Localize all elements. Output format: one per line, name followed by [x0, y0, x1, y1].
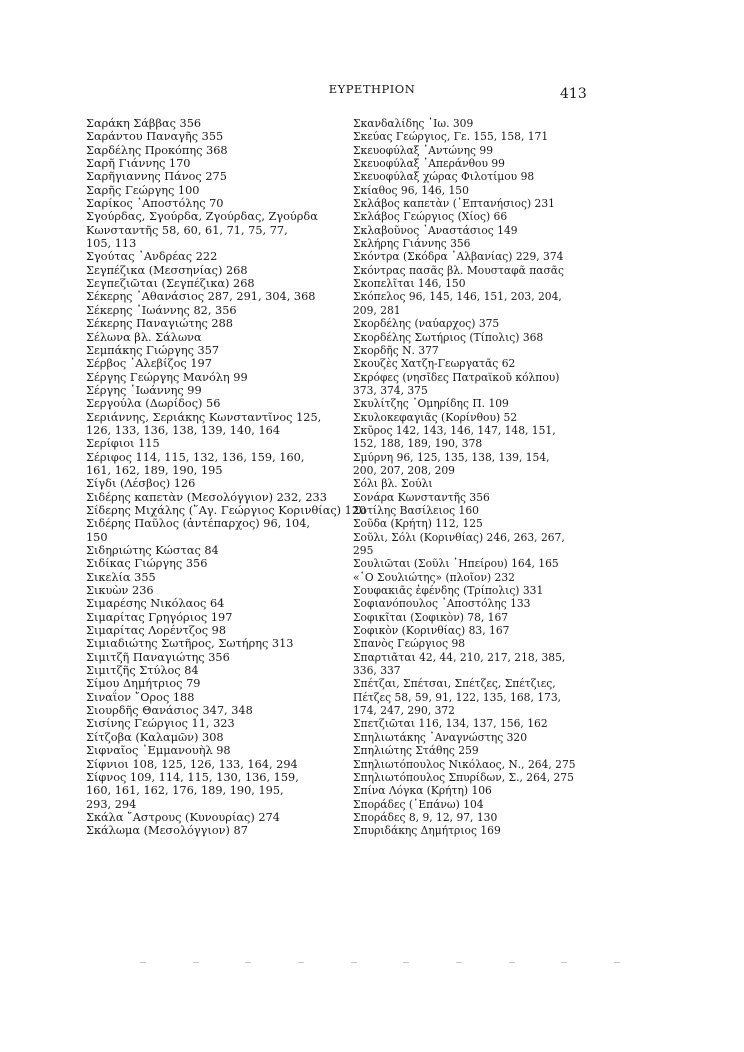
index-entry: Σονάρα Κωνσταντῆς 356 — [353, 490, 490, 504]
index-entry: Σκεύας Γεώργιος, Γε. 155, 158, 171 — [353, 130, 549, 144]
index-entry: Σπηλιωτόπουλος Νικόλαος, Ν., 264, 275 — [353, 757, 576, 771]
index-entry: 336, 337 — [353, 664, 401, 678]
index-entry: Σκάλωμα (Μεσολόγγιον) 87 — [86, 824, 248, 838]
index-entry: Σαράκη Σάββας 356 — [86, 117, 202, 130]
index-entry: Σκοπελῖται 146, 150 — [353, 277, 466, 291]
index-entry: Σοφικῖται (Σοφικὸν) 78, 167 — [353, 610, 509, 624]
index-entry: 200, 207, 208, 209 — [353, 463, 455, 477]
index-entry: 161, 162, 189, 190, 195 — [86, 463, 223, 477]
index-entry: Σιφναῖος ᾿Εμμανουὴλ 98 — [86, 744, 231, 758]
index-entry: Σεγπεζιῶται (Σεγπέζικα) 268 — [86, 277, 255, 291]
index-entry: 150 — [86, 530, 108, 544]
index-entry: Σοφιανόπουλος ᾿Αποστόλης 133 — [353, 597, 531, 611]
index-entry: Σοφικὸν (Κορινθίας) 83, 167 — [353, 624, 510, 638]
index-entry: Σέκερης ᾿Αθανάσιος 287, 291, 304, 368 — [86, 290, 316, 304]
index-entry: Σιδέρης καπετὰν (Μεσολόγγιον) 232, 233 — [86, 490, 327, 504]
index-entry: Σκανδαλίδης ᾿Ιω. 309 — [353, 117, 474, 130]
page-title: ΕΥΡΕΤΗΡΙΟΝ — [328, 82, 416, 96]
index-entry: Σέλωνα βλ. Σάλωνα — [86, 330, 202, 344]
index-entry: Σπετζιῶται 116, 134, 137, 156, 162 — [353, 717, 548, 731]
index-entry: Σπηλιώτης Στάθης 259 — [353, 744, 479, 758]
index-entry: Σαράντου Παναγῆς 355 — [86, 130, 224, 144]
index-entry: Σίγδι (Λέσβος) 126 — [86, 477, 196, 491]
index-entry: Σκλαβοῦνος ᾿Αναστάσιος 149 — [353, 223, 518, 237]
index-entry: Σιμιτζῆ Παναγιώτης 356 — [86, 650, 230, 664]
index-entry: Σποράδες (᾿Επάνω) 104 — [353, 797, 484, 811]
index-entry: Σιμιτζῆς Στύλος 84 — [86, 664, 199, 678]
index-entry: «῾Ο Σουλιώτης» (πλοῖον) 232 — [353, 570, 515, 584]
index-entry: Σισίνης Γεώργιος 11, 323 — [86, 717, 235, 731]
index-entry: Κωνσταντῆς 58, 60, 61, 71, 75, 77, — [86, 223, 288, 237]
index-entry: 105, 113 — [86, 237, 137, 251]
index-entry: Σικυὼν 236 — [86, 584, 154, 598]
index-entry: Σιδηριώτης Κώστας 84 — [86, 544, 219, 557]
index-entry: Σιναΐον ῎Ορος 188 — [86, 690, 195, 704]
index-entry: Σπίνα Λόγκα (Κρήτη) 106 — [353, 784, 492, 798]
index-entry: Σαρῆγιαννης Πάνος 275 — [86, 170, 227, 184]
index-entry: Σπέτζαι, Σπέτσαι, Σπέτζες, Σπέτζιες, — [353, 677, 556, 691]
index-entry: Σκλάβος καπετὰν (᾿Επτανήσιος) 231 — [353, 197, 555, 211]
index-entry: Πέτζες 58, 59, 91, 122, 135, 168, 173, — [353, 690, 562, 704]
index-entry: Σιμαρίτας Λορέντζος 98 — [86, 624, 227, 638]
index-entry: 373, 374, 375 — [353, 383, 428, 397]
index-entry: 126, 133, 136, 138, 139, 140, 164 — [86, 423, 281, 437]
index-entry: Σκευοφύλαξ ᾿Απεράνθου 99 — [353, 157, 505, 171]
index-entry: Σαρδέλης Προκόπης 368 — [86, 143, 228, 157]
index-entry: Σέρβος ᾿Αλεβίζος 197 — [86, 357, 212, 371]
index-entry: Σκευοφύλαξ χώρας Φιλοτίμου 98 — [353, 170, 535, 184]
index-entry: Σκόντρας πασᾶς βλ. Μουσταφᾶ πασᾶς — [353, 263, 564, 277]
index-entry: Σκορδῆς Ν. 377 — [353, 343, 439, 357]
index-entry: Σκλάβος Γεώργιος (Χίος) 66 — [353, 210, 508, 224]
index-entry: Σοῦλι, Σόλι (Κορινθίας) 246, 263, 267, — [353, 530, 565, 544]
index-entry: Σκρόφες (νησῖδες Πατραϊκοῦ κόλπου) — [353, 370, 560, 384]
index-entry: Σόλι βλ. Σούλι — [353, 477, 433, 491]
index-entry: Σκίαθος 96, 146, 150 — [353, 183, 469, 197]
index-entry: 293, 294 — [86, 797, 137, 811]
index-entry: Σκόντρα (Σκόδρα ᾿Αλβανίας) 229, 374 — [353, 250, 564, 264]
index-entry: Σαρῆ Γιάννης 170 — [86, 157, 191, 171]
index-entry: 209, 281 — [353, 303, 401, 317]
index-entry: Σποράδες 8, 9, 12, 97, 130 — [353, 810, 498, 824]
index-entry: Σγούτας ᾿Ανδρέας 222 — [86, 250, 218, 264]
index-entry: Σέριφος 114, 115, 132, 136, 159, 160, — [86, 450, 305, 464]
index-entry: Σερίφιοι 115 — [86, 437, 160, 451]
index-entry: Σουφακιᾶς ἐφένδης (Τρίπολις) 331 — [353, 584, 544, 598]
index-entry: Σεριάννης, Σεριάκης Κωνσταντῖνος 125, — [86, 410, 322, 424]
index-entry: Σκυλοκεφαγιᾶς (Κορίνθου) 52 — [353, 410, 518, 424]
index-column-right — [353, 117, 585, 838]
index-entry: Σκευοφύλαξ ᾿Αντώνης 99 — [353, 143, 494, 157]
index-entry: Σπυριδάκης Δημήτριος 169 — [353, 824, 501, 838]
index-entry: Σιδέρης Παῦλος (ἀντέπαρχος) 96, 104, — [86, 517, 311, 531]
index-entry: Σκορδέλης Σωτήριος (Τίπολις) 368 — [353, 330, 544, 344]
index-entry: Σιμαρίτας Γρηγόριος 197 — [86, 610, 233, 624]
index-entry: Σκουζὲς Χατζη-Γεωργατᾶς 62 — [353, 357, 516, 371]
index-entry: Σοτίλης Βασίλειος 160 — [353, 503, 479, 517]
index-entry: Σίφνος 109, 114, 115, 130, 136, 159, — [86, 770, 299, 784]
index-entry: 152, 188, 189, 190, 378 — [353, 437, 483, 451]
index-entry: 160, 161, 162, 176, 189, 190, 195, — [86, 784, 284, 798]
index-entry: Σαρῆς Γεώργης 100 — [86, 183, 200, 197]
index-entry: Σιουρδῆς Θανάσιος 347, 348 — [86, 704, 253, 718]
index-entry: Σεγπέζικα (Μεσσηνίας) 268 — [86, 263, 248, 277]
page-number: 413 — [560, 86, 587, 102]
index-entry: Σεμπάκης Γιώργης 357 — [86, 343, 220, 357]
index-entry: Σιμαρέσης Νικόλαος 64 — [86, 597, 225, 611]
index-entry: Σκυλίτζης ᾿Ομηρίδης Π. 109 — [353, 397, 509, 411]
index-entry: Σικελία 355 — [86, 570, 156, 584]
index-entry: Σπανὸς Γεώργιος 98 — [353, 637, 466, 651]
index-entry: 295 — [353, 544, 374, 557]
index-entry: Σκορδέλης (ναύαρχος) 375 — [353, 317, 500, 331]
index-entry: Σοῦδα (Κρήτη) 112, 125 — [353, 517, 483, 531]
index-entry: 174, 247, 290, 372 — [353, 704, 455, 718]
index-entry: Σπαρτιᾶται 42, 44, 210, 217, 218, 385, — [353, 650, 566, 664]
index-entry: Σκάλα ῎Αστρους (Κυνουρίας) 274 — [86, 810, 280, 824]
index-entry: Σιδίκας Γιώργης 356 — [86, 557, 208, 571]
index-entry: Σεργούλα (Δωρίδος) 56 — [86, 397, 221, 411]
index-entry: Σπηλιωτάκης ᾿Αναγνώστης 320 — [353, 730, 528, 744]
index-entry: Σκόπελος 96, 145, 146, 151, 203, 204, — [353, 290, 562, 304]
footer-scan-marks — [140, 962, 620, 964]
index-entry: Σέργης Γεώργης Μανόλη 99 — [86, 370, 248, 384]
index-entry: Σέκερης ᾿Ιωάννης 82, 356 — [86, 303, 237, 317]
index-entry: Σμύρνη 96, 125, 135, 138, 139, 154, — [353, 450, 550, 464]
index-entry: Σέκερης Παναγιώτης 288 — [86, 317, 233, 331]
index-entry: Σκῦρος 142, 143, 146, 147, 148, 151, — [353, 423, 556, 437]
index-entry: Σίδερης Μιχάλης (῞Αγ. Γεώργιος Κορινθίας) 120 — [86, 503, 367, 517]
index-entry: Σαρίκος ᾿Αποστόλης 70 — [86, 197, 224, 211]
index-entry: Σκλήρης Γιάννης 356 — [353, 237, 471, 251]
index-entry: Σπηλιωτόπουλος Σπυρίδων, Σ., 264, 275 — [353, 770, 574, 784]
index-entry: Σγούρδας, Σγούρδα, Ζγούρδας, Ζγούρδα — [86, 210, 318, 224]
index-entry: Σιμιαδιώτης Σωτῆρος, Σωτήρης 313 — [86, 637, 294, 651]
index-entry: Σουλιῶται (Σοῦλι ᾿Ηπείρου) 164, 165 — [353, 557, 559, 571]
index-entry: Σίφνιοι 108, 125, 126, 133, 164, 294 — [86, 757, 298, 771]
index-entry: Σίτζοβα (Καλαμῶν) 308 — [86, 730, 224, 744]
index-entry: Σίμου Δημήτριος 79 — [86, 677, 201, 691]
index-entry: Σέργης ᾿Ιωάννης 99 — [86, 383, 202, 397]
